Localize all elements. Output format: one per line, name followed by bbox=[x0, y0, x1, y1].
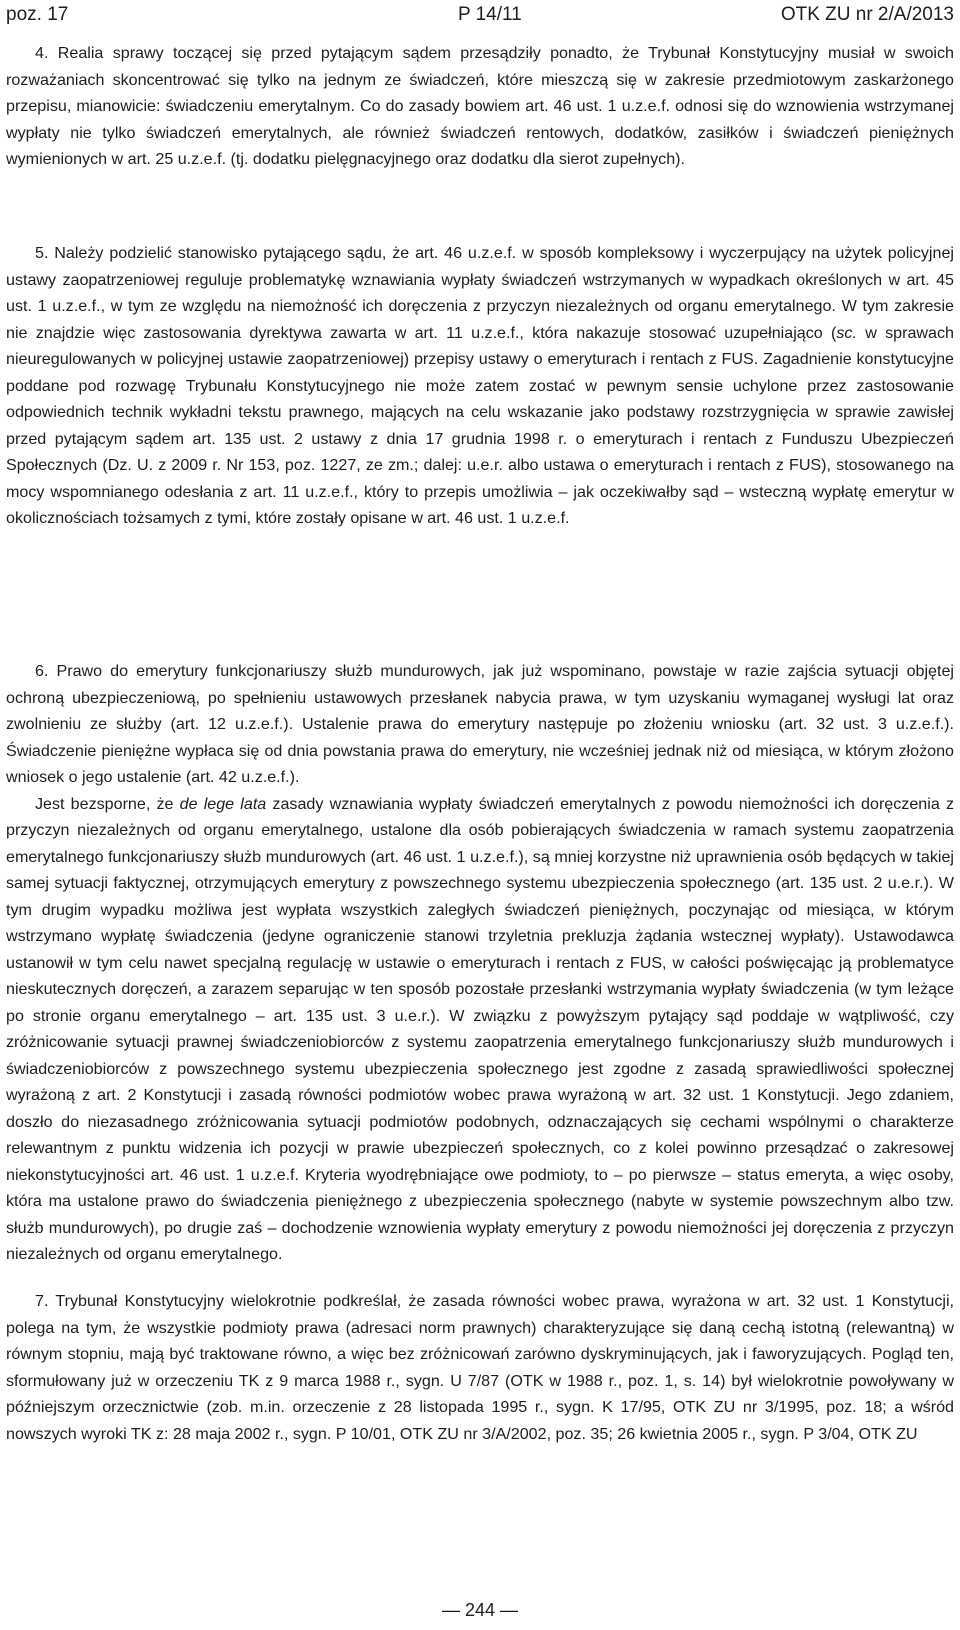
header-case-signature: P 14/11 bbox=[458, 4, 522, 25]
page-number: — 244 — bbox=[441, 1600, 519, 1620]
paragraph bbox=[6, 791, 954, 1268]
section-4 bbox=[6, 40, 954, 173]
paragraph: 6. Prawo do emerytury funkcjonariuszy służb mundurowych, jak już wspominano, powstaje w razie zajścia sytuacji objętej ochroną ubezpieczeniową, po spełnieniu ustawowych przesłanek nabycia prawa, w tym uzyskaniu wymaganej wysługi lat oraz zwolnieniu ze służby (art. 12 u.z.e.f.). Ustalenie prawa do emerytury następuje po złożeniu wniosku (art. 32 ust. 3 u.z.e.f.). Świadczenie pieniężne wypłaca się od dnia powstania prawa do emerytury, nie wcześniej jednak niż od miesiąca, w którym złożono wniosek o jego ustalenie (art. 42 u.z.e.f.). bbox=[6, 662, 954, 786]
italic-term: de lege lata bbox=[179, 794, 267, 813]
text-run: Jest bezsporne, że bbox=[35, 794, 180, 813]
paragraph bbox=[6, 240, 954, 532]
text-run: zasady wznawiania wypłaty świadczeń emerytalnych z powodu niemożności ich doręczenia z przyczyn niezależnych od organu emerytalnego, ustalone dla osób pobierających świadczenia w ramach systemu zaopatrzenia emerytalnego funkcjonariuszy służb mundurowych (art. 46 ust. 1 u.z.e.f.), są mniej korzystne niż uprawnienia osób będących w takiej samej sytuacji faktycznej, otrzymujących emerytury z powszechnego systemu ubezpieczenia społecznego (art. 135 ust. 2 u.e.r.). W tym drugim wypadku możliwa jest wypłata wszystkich zaległych świadczeń pieniężnych, poczynając od miesiąca, w którym wstrzymano wypłatę świadczenia (jedyne ograniczenie stanowi trzyletnia prekluzja żądania wstecznej wypłaty). Ustawodawca ustanowił w tym celu nawet specjalną regulację w ustawie o emeryturach i rentach z FUS, w całości poświęcając ją problematyce nieskutecznych doręczeń, a zarazem separując w ten sposób pozostałe przesłanki wstrzymania wypłaty świadczenia (w tym leżące po stronie organu emerytalnego – art. 135 ust. 3 u.e.r.). W związku z powyższym pytający sąd poddaje w wątpliwość, czy zróżnicowanie sytuacji prawnej świadczeniobiorców z systemu zaopatrzenia emerytalnego funkcjonariuszy służb mundurowych i świadczeniobiorców z powszechnego systemu ubezpieczenia społecznego jest zgodne z zasadą sprawiedliwości społecznej wyrażoną z art. 2 Konstytucji i zasadą równości podmiotów wobec prawa wyrażoną w art. 32 ust. 1 Konstytucji. Jego zdaniem, doszło do niezasadnego zróżnicowania sytuacji podmiotów podobnych, odznaczających się cechami wspólnymi o charakterze relewantnym z punktu widzenia ich pozycji w prawie ubezpieczeń społecznych, co z kolei powinno przesądzać o zakresowej niekonstytucyjności art. 46 ust. 1 u.z.e.f. Kryteria wyodrębniające owe podmioty, to – po pierwsze – status emeryta, a więc osoby, która ma ustalone prawo do świadczenia pieniężnego z ubezpieczenia społecznego (nabyte w systemie powszechnym albo tzw. służb mundurowych), po drugie zaś – dochodzenie wznowienia wypłaty emerytury z powodu niemożności jej doręczenia z przyczyn niezależnych od organu emerytalnego. bbox=[6, 794, 954, 1263]
section-5 bbox=[6, 240, 954, 532]
italic-term: sc. bbox=[836, 323, 857, 342]
section-7 bbox=[6, 1288, 954, 1447]
paragraph: 7. Trybunał Konstytucyjny wielokrotnie podkreślał, że zasada równości wobec prawa, wyrażona w art. 32 ust. 1 Konstytucji, polega na tym, że wszystkie podmioty prawa (adresaci norm prawnych) charakteryzujące się daną cechą istotną (relewantną) w równym stopniu, mają być traktowane równo, a więc bez zróżnicowań zarówno dyskryminujących, jak i faworyzujących. Pogląd ten, sformułowany już w orzeczeniu TK z 9 marca 1988 r., sygn. U 7/87 (OTK w 1988 r., poz. 1, s. 14) był wielokrotnie powoływany w późniejszym orzecznictwie (zob. m.in. orzeczenie z 28 listopada 1995 r., sygn. K 17/95, OTK ZU nr 3/1995, poz. 18; a wśród nowszych wyroki TK z: 28 maja 2002 r., sygn. P 10/01, OTK ZU nr 3/A/2002, poz. 35; 26 kwietnia 2005 r., sygn. P 3/04, OTK ZU bbox=[6, 1292, 954, 1443]
text-run: w sprawach nieuregulowanych w policyjnej ustawie zaopatrzeniowej) przepisy ustawy o emeryturach i rentach z FUS. Zagadnienie konstytucyjne poddane pod rozwagę Trybunału Konstytucyjnego nie może zatem zostać w pewnym sensie uchylone przez zastosowanie odpowiednich technik wykładni tekstu prawnego, mających na celu wskazanie jako podstawy rozstrzygnięcia w sprawie zawisłej przed pytającym sądem art. 135 ust. 2 ustawy z dnia 17 grudnia 1998 r. o emeryturach i rentach z Funduszu Ubezpieczeń Społecznych (Dz. U. z 2009 r. Nr 153, poz. 1227, ze zm.; dalej: u.e.r. albo ustawa o emeryturach i rentach z FUS), stosowanego na mocy wspomnianego odesłania z art. 11 u.z.e.f., który to przepis umożliwia – jak oczekiwałby sąd – wsteczną wypłatę emerytur w okolicznościach tożsamych z tymi, które zostały opisane w art. 46 ust. 1 u.z.e.f. bbox=[6, 323, 954, 527]
header-publication: OTK ZU nr 2/A/2013 bbox=[780, 4, 954, 25]
paragraph: 4. Realia sprawy toczącej się przed pytającym sądem przesądziły ponadto, że Trybunał Konstytucyjny musiał w swoich rozważaniach skoncentrować się tylko na jednym ze świadczeń, które mieszczą się w zakresie przedmiotowym zaskarżonego przepisu, mianowicie: świadczeniu emerytalnym. Co do zasady bowiem art. 46 ust. 1 u.z.e.f. odnosi się do wznowienia wstrzymanej wypłaty nie tylko świadczeń emerytalnych, ale również świadczeń rentowych, dodatków, zasiłków i świadczeń pieniężnych wymienionych w art. 25 u.z.e.f. (tj. dodatku pielęgnacyjnego oraz dodatku dla sierot zupełnych). bbox=[6, 44, 954, 168]
running-header bbox=[6, 2, 954, 28]
text-run: 5. Należy podzielić stanowisko pytającego sądu, że art. 46 u.z.e.f. w sposób kompleksowy i wyczerpujący na użytek policyjnej ustawy zaopatrzeniowej reguluje problematykę wznawiania wypłaty świadczeń wstrzymanych w wypadkach określonych w art. 45 ust. 1 u.z.e.f., w tym ze względu na niemożność ich doręczenia z przyczyn niezależnych od organu emerytalnego. W tym zakresie nie znajdzie więc zastosowania dyrektywa zawarta w art. 11 u.z.e.f., która nakazuje stosować uzupełniająco ( bbox=[6, 244, 954, 342]
section-6 bbox=[6, 658, 954, 1268]
header-position: poz. 17 bbox=[6, 4, 69, 25]
